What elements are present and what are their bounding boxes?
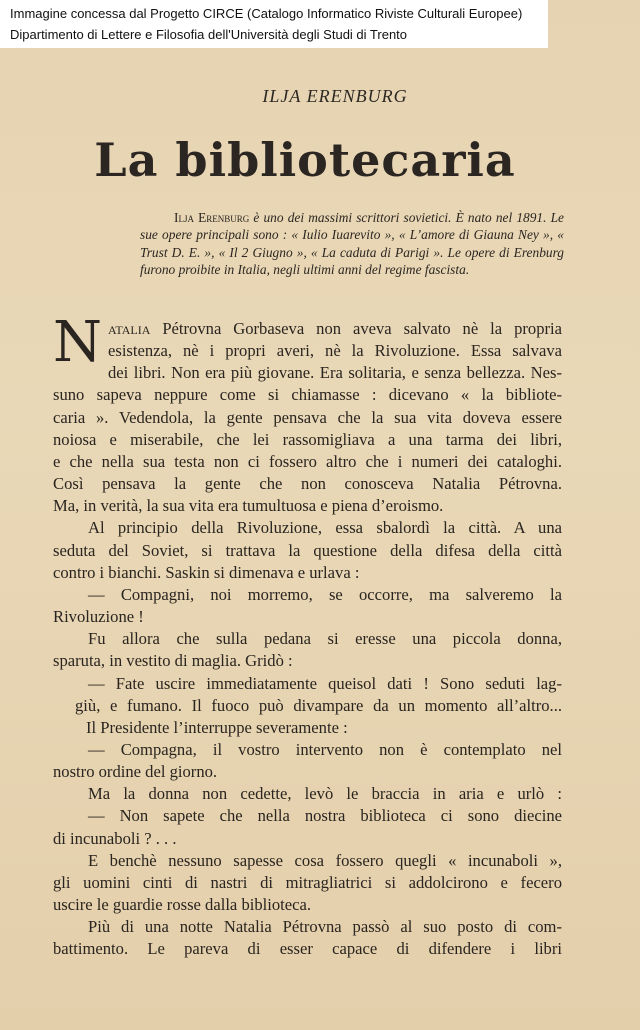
attribution-line-2: Dipartimento di Lettere e Filosofia dell'Università degli Studi di Trento — [10, 27, 408, 42]
body-line: giù, e fumano. Il fuoco può divampare da un momento all’altro... — [75, 695, 562, 715]
body-line: sparuta, in vestito di maglia. Gridò : — [53, 651, 293, 671]
drop-cap: N — [53, 310, 102, 375]
body-line: Così pensava la gente che non conosceva Natalia Pétrovna. — [53, 474, 562, 494]
body-line: e che nella sua testa non ci fossero altro che i numeri dei cataloghi. — [53, 451, 562, 471]
body-line: — Compagni, noi morremo, se occorre, ma salveremo la — [88, 584, 562, 604]
body-line: Rivoluzione ! — [53, 607, 144, 627]
body-line: Al principio della Rivoluzione, essa sbalordì la città. A una — [88, 518, 562, 538]
body-line: Ma la donna non cedette, levò le braccia in aria e urlò : — [88, 784, 562, 804]
body-line: nostro ordine del giorno. — [53, 762, 218, 782]
first-word: atalia — [108, 319, 151, 338]
body-line: Più di una notte Natalia Pétrovna passò al suo posto di com- — [88, 917, 562, 937]
intro-text: è uno dei massimi scrittori sovietici. È nato nel 1891. Le sue opere principali sono : « Iulio Iuarevito », « L’amore di Giauna Ney », « Trust D. E. », « Il 2 Giugno », « La caduta di Parigi ». Le opere di Erenburg furono proibite in Italia, negli ultimi anni del regime fascista. — [140, 210, 564, 278]
body-line: Fu allora che sulla pedana si eresse una piccola donna, — [88, 629, 562, 649]
article-body — [53, 310, 562, 961]
body-line: contro i bianchi. Saskin si dimenava e urlava : — [53, 562, 360, 582]
body-line: Ma, in verità, la sua vita era tumultuosa e piena d’eroismo. — [53, 496, 444, 516]
body-line: caria ». Vedendola, la gente pensava che la sua vita doveva essere — [53, 407, 562, 427]
body-line: Pétrovna Gorbaseva non aveva salvato nè la propria — [150, 319, 562, 338]
attribution-banner — [0, 0, 548, 48]
body-line: seduta del Soviet, si trattava la questione della difesa della città — [53, 540, 562, 560]
body-line: — Non sapete che nella nostra biblioteca ci sono diecine — [88, 806, 562, 826]
body-line: uscire le guardie rosse dalla biblioteca. — [53, 895, 312, 915]
body-line: noiosa e miserabile, che lei rassomigliava a una tarma dei libri, — [53, 429, 562, 449]
body-line: esistenza, nè i propri averi, nè la Rivoluzione. Essa salvava — [108, 341, 562, 361]
article-author: ILJA ERENBURG — [262, 86, 408, 106]
article-title: La bibliotecaria — [94, 133, 516, 187]
body-line: suno sapeva neppure come si chiamasse : dicevano « la bibliote- — [53, 385, 562, 405]
body-line: Il Presidente l’interruppe severamente : — [86, 717, 348, 737]
intro-author-name: Ilja Erenburg — [174, 210, 250, 225]
body-line: battimento. Le pareva di esser capace di difendere i libri — [53, 939, 562, 959]
body-line: E benchè nessuno sapesse cosa fossero quegli « incunaboli », — [88, 850, 562, 870]
body-line: — Fate uscire immediatamente queisol dati ! Sono seduti lag- — [88, 673, 562, 693]
body-line: di incunaboli ? . . . — [53, 828, 177, 848]
body-line: dei libri. Non era più giovane. Era solitaria, e senza bellezza. Nes- — [108, 363, 562, 383]
body-line: — Compagna, il vostro intervento non è contemplato nel — [88, 739, 562, 759]
body-line: gli uomini cinti di nastri di mitragliatrici si addolcirono e fecero — [53, 872, 562, 892]
author-introduction — [140, 209, 564, 279]
attribution-line-1: Immagine concessa dal Progetto CIRCE (Catalogo Informatico Riviste Culturali Europee) — [10, 6, 523, 21]
